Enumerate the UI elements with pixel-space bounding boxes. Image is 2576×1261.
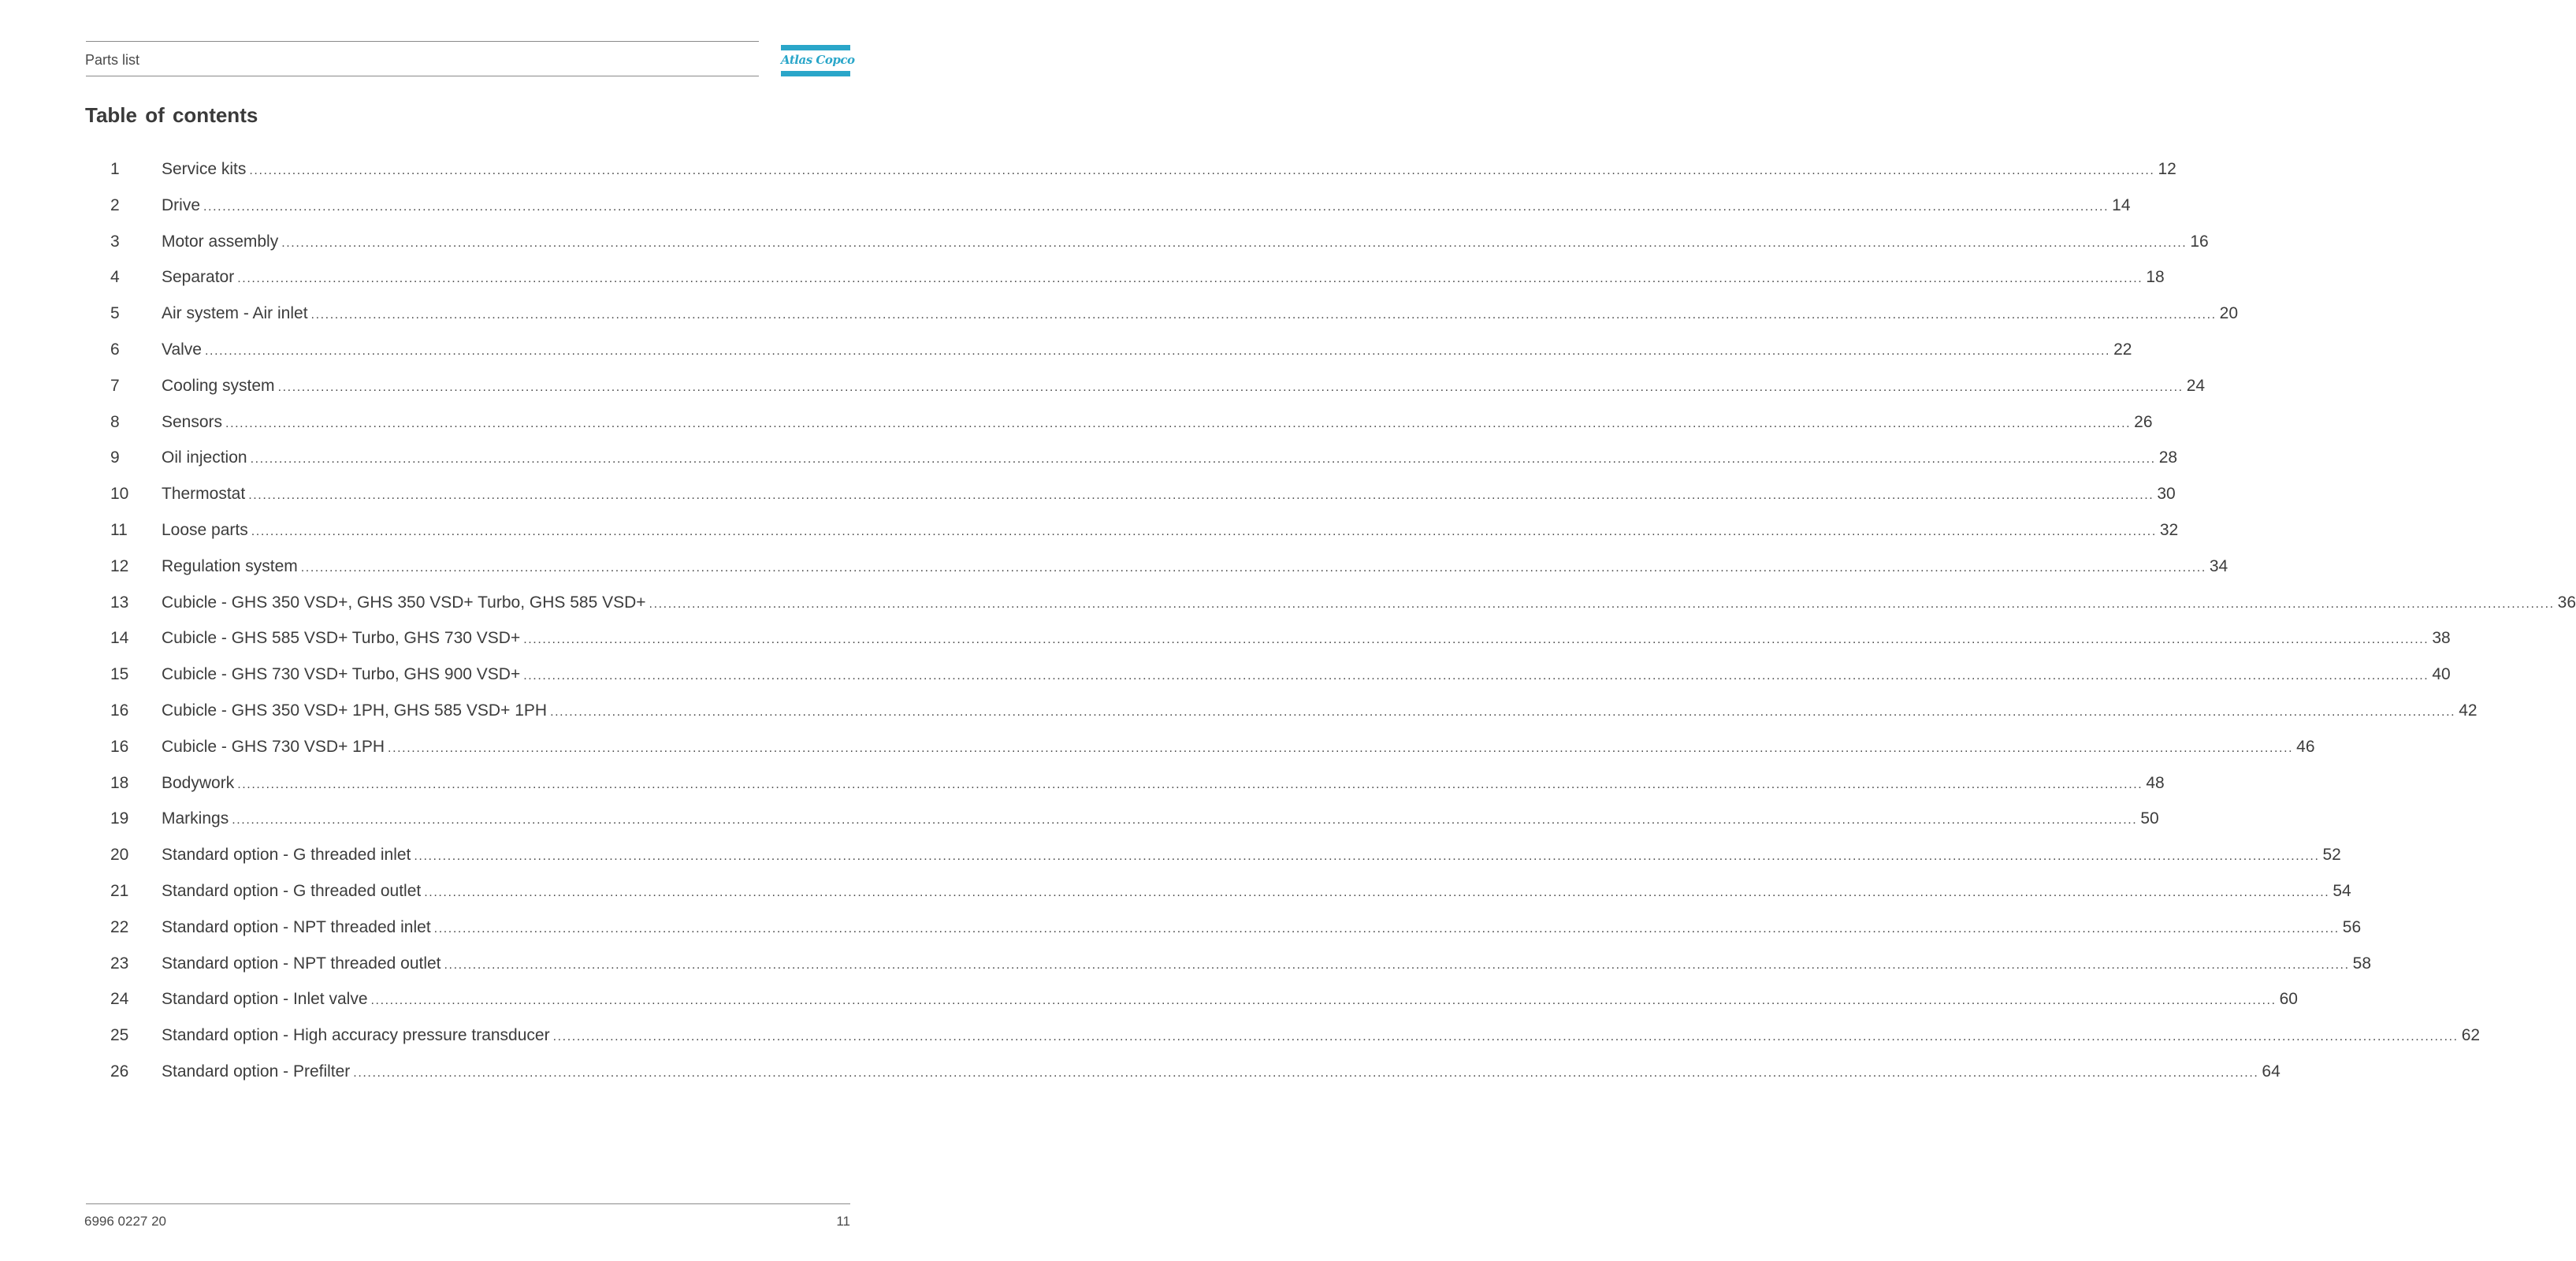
toc-entry[interactable] (0, 372, 2206, 408)
toc-entry[interactable] (0, 877, 2351, 913)
toc-entry-title: Standard option - Inlet valve (162, 990, 368, 1009)
toc-entry[interactable] (0, 624, 2451, 660)
toc-entry[interactable] (0, 950, 2371, 986)
toc-dot-leader: ................................................................................................................................................................................................................................................................................................................................................................................................................ (204, 344, 2111, 358)
toc-entry-line (162, 737, 2315, 757)
footer-rule (86, 1203, 850, 1204)
toc-entry-line (162, 917, 2362, 937)
toc-entry[interactable] (0, 192, 2131, 228)
toc-entry-number: 8 (110, 412, 120, 431)
toc-entry[interactable] (0, 1021, 2481, 1058)
toc-entry-title: Standard option - High accuracy pressure transducer (162, 1026, 550, 1045)
toc-dot-leader: ................................................................................................................................................................................................................................................................................................................................................................................................................ (237, 272, 2143, 286)
toc-entry-number: 25 (110, 1026, 129, 1045)
toc-dot-leader: ................................................................................................................................................................................................................................................................................................................................................................................................................ (370, 994, 2277, 1008)
toc-entry-page: 16 (2190, 232, 2209, 251)
toc-entry-line (162, 954, 2371, 973)
toc-entry-page: 34 (2209, 556, 2228, 575)
toc-entry-title: Markings (162, 809, 229, 828)
toc-entry-number: 12 (110, 556, 129, 575)
toc-entry-page: 28 (2158, 448, 2178, 467)
toc-dot-leader: ................................................................................................................................................................................................................................................................................................................................................................................................................ (552, 1030, 2459, 1044)
logo-wordmark: Atlas Copco (781, 53, 855, 67)
toc-entry[interactable] (0, 480, 2176, 516)
toc-entry-line (162, 1026, 2481, 1045)
toc-entry-number: 24 (110, 990, 129, 1009)
table-of-contents (0, 155, 2576, 1094)
toc-entry-line (162, 665, 2451, 684)
toc-entry-line (162, 629, 2451, 648)
toc-entry-title: Cubicle - GHS 730 VSD+ 1PH (162, 737, 385, 756)
toc-entry-line (162, 881, 2351, 901)
logo-bar-top (781, 45, 850, 50)
toc-entry-number: 9 (110, 448, 120, 467)
toc-entry-page: 20 (2219, 304, 2239, 323)
toc-entry-number: 14 (110, 629, 129, 648)
toc-entry[interactable] (0, 408, 2153, 445)
toc-entry-number: 4 (110, 268, 120, 287)
toc-entry-page: 54 (2333, 881, 2351, 900)
toc-entry-title: Motor assembly (162, 232, 279, 251)
toc-entry[interactable] (0, 552, 2228, 589)
toc-entry-number: 2 (110, 195, 120, 214)
toc-entry-page: 22 (2113, 340, 2132, 359)
toc-dot-leader: ................................................................................................................................................................................................................................................................................................................................................................................................................ (433, 921, 2340, 936)
toc-entry-line (162, 846, 2341, 865)
toc-entry-number: 16 (110, 737, 129, 756)
toc-entry-page: 58 (2352, 954, 2371, 973)
toc-entry-page: 26 (2134, 412, 2153, 431)
toc-entry-number: 16 (110, 701, 129, 720)
toc-entry[interactable] (0, 444, 2178, 480)
toc-entry-title: Sensors (162, 412, 223, 431)
toc-entry[interactable] (0, 155, 2176, 192)
toc-entry-line (162, 556, 2228, 576)
toc-entry[interactable] (0, 733, 2315, 769)
toc-entry-number: 19 (110, 809, 129, 828)
toc-entry-line (162, 485, 2176, 504)
toc-entry-number: 1 (110, 160, 120, 178)
toc-entry-page: 60 (2279, 990, 2298, 1009)
toc-entry-page: 52 (2322, 846, 2341, 865)
toc-entry[interactable] (0, 769, 2165, 805)
toc-entry-page: 42 (2459, 701, 2477, 720)
toc-entry-number: 3 (110, 232, 120, 251)
toc-entry-number: 13 (110, 593, 129, 612)
toc-entry-title: Regulation system (162, 556, 298, 575)
toc-dot-leader: ................................................................................................................................................................................................................................................................................................................................................................................................................ (250, 452, 2156, 467)
toc-entry-line (162, 520, 2179, 540)
toc-entry-line (162, 701, 2477, 720)
toc-entry-line (162, 412, 2153, 432)
toc-dot-leader: ................................................................................................................................................................................................................................................................................................................................................................................................................ (277, 380, 2184, 394)
toc-entry-line (162, 1062, 2280, 1081)
toc-entry-line (162, 593, 2576, 612)
toc-entry-number: 22 (110, 917, 129, 936)
footer-page-number: 11 (836, 1214, 850, 1229)
toc-dot-leader: ................................................................................................................................................................................................................................................................................................................................................................................................................ (444, 958, 2350, 972)
toc-entry-title: Oil injection (162, 448, 247, 467)
toc-entry-title: Standard option - Prefilter (162, 1062, 351, 1081)
toc-entry-title: Drive (162, 195, 201, 214)
toc-entry-page: 36 (2557, 593, 2576, 612)
page-title: Table of contents (85, 103, 258, 127)
toc-dot-leader: ................................................................................................................................................................................................................................................................................................................................................................................................................ (424, 885, 2330, 899)
toc-entry-title: Valve (162, 340, 202, 359)
toc-entry-page: 32 (2159, 520, 2179, 539)
toc-dot-leader: ................................................................................................................................................................................................................................................................................................................................................................................................................ (251, 524, 2157, 538)
toc-entry-line (162, 809, 2159, 828)
toc-entry-title: Standard option - NPT threaded outlet (162, 954, 441, 973)
toc-entry-number: 6 (110, 340, 120, 359)
toc-dot-leader: ................................................................................................................................................................................................................................................................................................................................................................................................................ (353, 1066, 2259, 1080)
toc-dot-leader: ................................................................................................................................................................................................................................................................................................................................................................................................................ (523, 669, 2429, 683)
toc-entry-line (162, 195, 2131, 215)
toc-entry[interactable] (0, 263, 2165, 299)
toc-entry-title: Cubicle - GHS 350 VSD+, GHS 350 VSD+ Turbo, GHS 585 VSD+ (162, 593, 646, 612)
toc-entry-number: 10 (110, 485, 129, 504)
toc-entry-line (162, 232, 2209, 251)
toc-entry[interactable] (0, 1058, 2280, 1094)
atlas-copco-logo (781, 43, 855, 77)
toc-dot-leader: ................................................................................................................................................................................................................................................................................................................................................................................................................ (649, 597, 2555, 611)
toc-entry-page: 18 (2146, 268, 2165, 287)
toc-dot-leader: ................................................................................................................................................................................................................................................................................................................................................................................................................ (248, 489, 2154, 503)
toc-entry[interactable] (0, 841, 2341, 877)
toc-entry-title: Thermostat (162, 485, 246, 504)
toc-entry-page: 64 (2262, 1062, 2280, 1081)
toc-entry-number: 20 (110, 846, 129, 865)
toc-dot-leader: ................................................................................................................................................................................................................................................................................................................................................................................................................ (523, 633, 2429, 647)
toc-entry-number: 11 (110, 520, 128, 539)
toc-dot-leader: ................................................................................................................................................................................................................................................................................................................................................................................................................ (310, 308, 2217, 322)
toc-entry-title: Separator (162, 268, 235, 287)
toc-entry-line (162, 376, 2206, 396)
toc-dot-leader: ................................................................................................................................................................................................................................................................................................................................................................................................................ (414, 850, 2320, 864)
toc-dot-leader: ................................................................................................................................................................................................................................................................................................................................................................................................................ (550, 705, 2456, 719)
toc-entry-number: 23 (110, 954, 129, 973)
toc-entry-page: 62 (2461, 1026, 2481, 1045)
toc-entry-title: Cubicle - GHS 350 VSD+ 1PH, GHS 585 VSD+ 1PH (162, 701, 548, 720)
toc-entry[interactable] (0, 660, 2451, 697)
toc-dot-leader: ................................................................................................................................................................................................................................................................................................................................................................................................................ (225, 416, 2132, 430)
toc-entry-title: Standard option - G threaded inlet (162, 846, 411, 865)
toc-entry[interactable] (0, 697, 2477, 733)
toc-dot-leader: ................................................................................................................................................................................................................................................................................................................................................................................................................ (232, 813, 2138, 828)
toc-entry-page: 38 (2432, 629, 2451, 648)
toc-dot-leader: ................................................................................................................................................................................................................................................................................................................................................................................................................ (300, 560, 2206, 575)
toc-entry-line (162, 773, 2165, 793)
toc-entry-page: 30 (2157, 485, 2176, 504)
toc-entry-number: 21 (110, 881, 129, 900)
toc-entry-line (162, 160, 2176, 179)
toc-entry-page: 48 (2146, 773, 2165, 792)
header-rule-top (86, 41, 759, 42)
logo-bar-bottom (781, 71, 850, 76)
toc-entry-page: 14 (2112, 195, 2131, 214)
toc-entry-line (162, 268, 2165, 287)
toc-entry-title: Standard option - G threaded outlet (162, 881, 422, 900)
toc-entry-line (162, 448, 2178, 467)
toc-entry-title: Cubicle - GHS 730 VSD+ Turbo, GHS 900 VSD+ (162, 665, 521, 684)
toc-entry-page: 46 (2296, 737, 2315, 756)
toc-entry[interactable] (0, 805, 2159, 841)
header-section-label: Parts list (85, 52, 140, 68)
toc-entry[interactable] (0, 336, 2132, 372)
toc-dot-leader: ................................................................................................................................................................................................................................................................................................................................................................................................................ (237, 777, 2143, 791)
toc-entry[interactable] (0, 299, 2239, 336)
toc-dot-leader: ................................................................................................................................................................................................................................................................................................................................................................................................................ (203, 199, 2109, 214)
toc-entry[interactable] (0, 985, 2298, 1021)
toc-entry-line (162, 990, 2298, 1009)
toc-entry-number: 15 (110, 665, 129, 684)
toc-entry-page: 50 (2140, 809, 2159, 828)
toc-entry-title: Loose parts (162, 520, 248, 539)
toc-entry-page: 12 (2158, 160, 2176, 178)
toc-entry-number: 26 (110, 1062, 129, 1081)
toc-entry-line (162, 304, 2239, 323)
toc-entry-title: Standard option - NPT threaded inlet (162, 917, 431, 936)
toc-entry[interactable] (0, 228, 2209, 264)
toc-dot-leader: ................................................................................................................................................................................................................................................................................................................................................................................................................ (249, 164, 2155, 177)
toc-entry-number: 18 (110, 773, 129, 792)
toc-entry-title: Air system - Air inlet (162, 304, 308, 323)
toc-entry-title: Bodywork (162, 773, 235, 792)
toc-entry[interactable] (0, 516, 2179, 552)
toc-entry-line (162, 340, 2132, 359)
toc-dot-leader: ................................................................................................................................................................................................................................................................................................................................................................................................................ (281, 236, 2188, 250)
toc-dot-leader: ................................................................................................................................................................................................................................................................................................................................................................................................................ (388, 741, 2294, 755)
toc-entry-page: 40 (2432, 665, 2451, 684)
toc-entry[interactable] (0, 913, 2362, 950)
toc-entry-number: 5 (110, 304, 120, 323)
toc-entry-page: 56 (2342, 917, 2362, 936)
toc-entry[interactable] (0, 589, 2576, 625)
toc-entry-number: 7 (110, 376, 120, 395)
toc-entry-title: Cooling system (162, 376, 275, 395)
toc-entry-page: 24 (2186, 376, 2206, 395)
toc-entry-title: Cubicle - GHS 585 VSD+ Turbo, GHS 730 VSD+ (162, 629, 521, 648)
footer-document-number: 6996 0227 20 (84, 1214, 166, 1229)
toc-entry-title: Service kits (162, 160, 247, 178)
